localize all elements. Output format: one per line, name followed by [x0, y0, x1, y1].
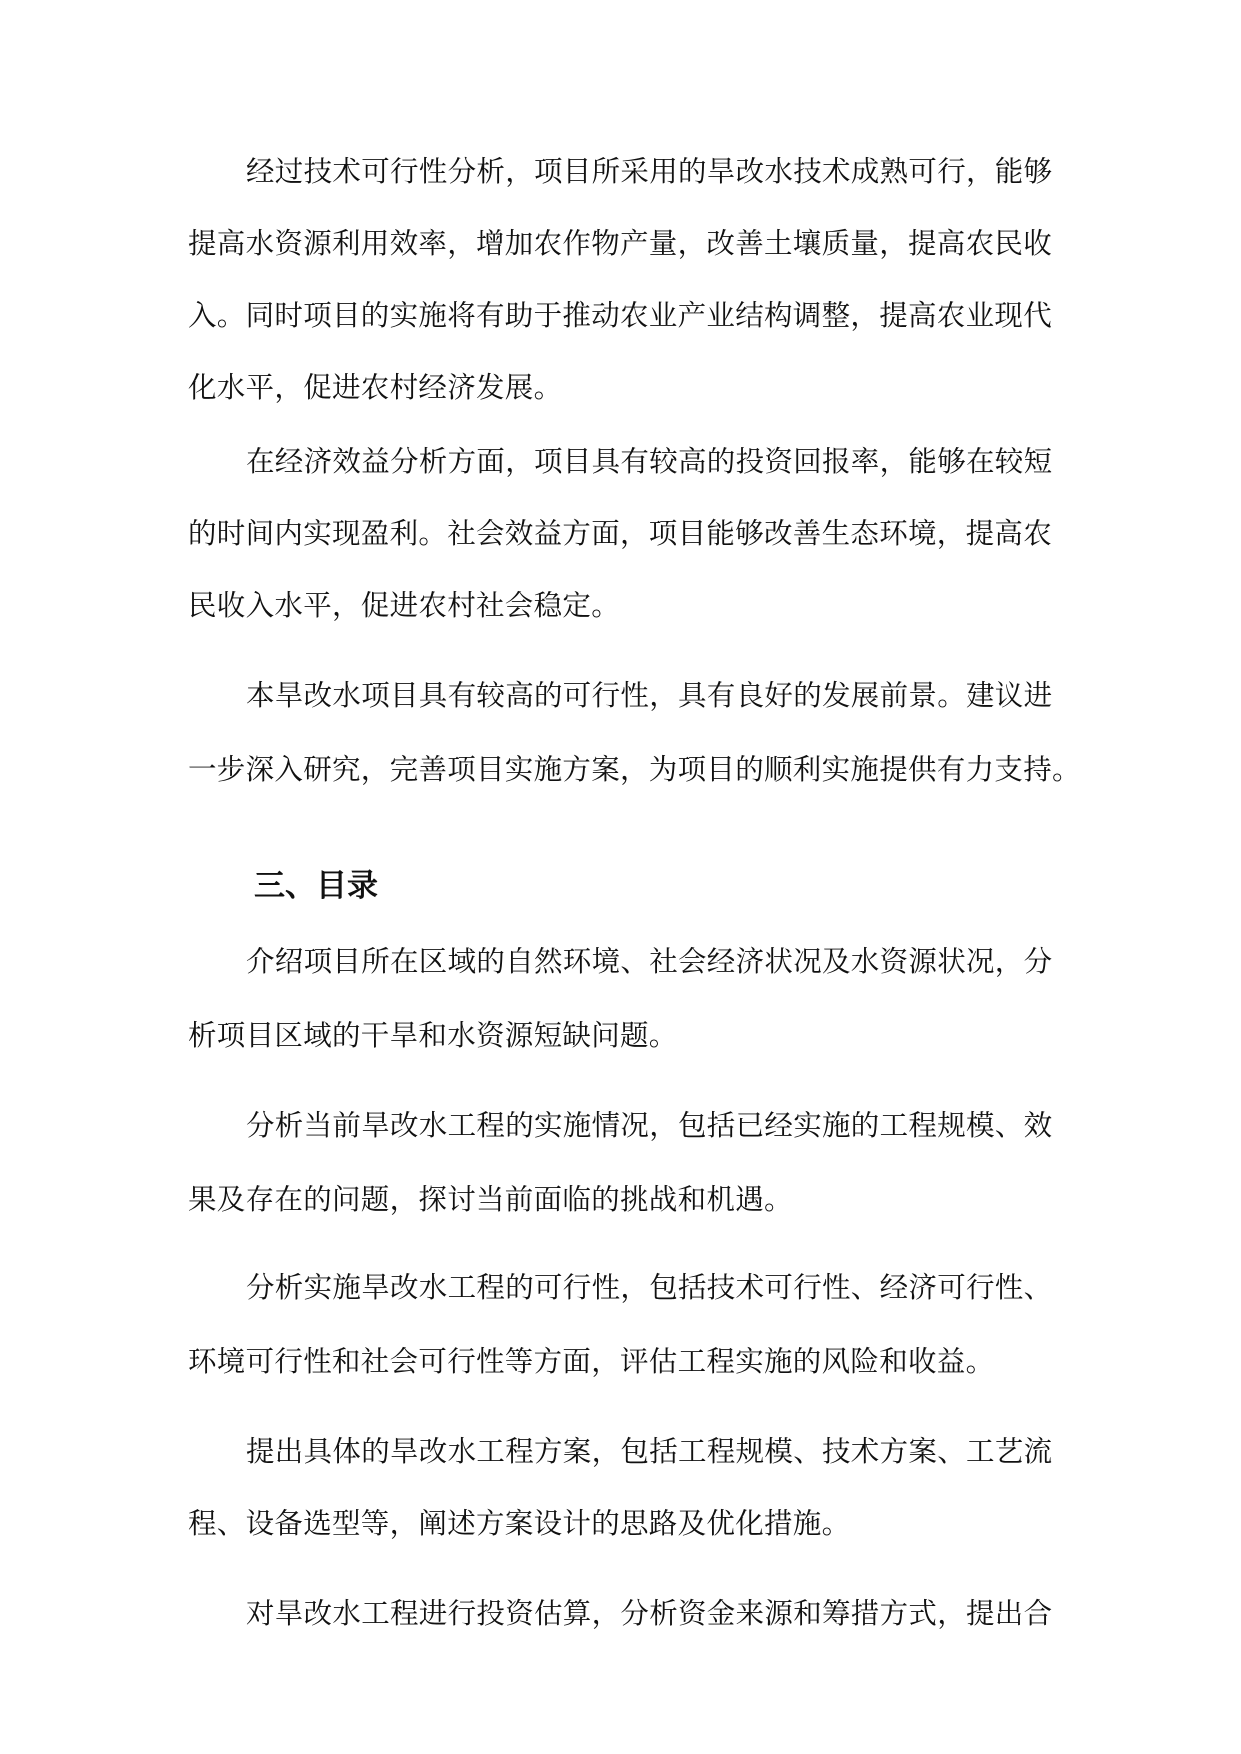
paragraph-4-line-2: 析项目区域的干旱和水资源短缺问题。 — [188, 1019, 678, 1052]
paragraph-4-line-1: 介绍项目所在区域的自然环境、社会经济状况及水资源状况，分 — [246, 945, 1053, 978]
paragraph-5-line-2: 果及存在的问题，探讨当前面临的挑战和机遇。 — [188, 1183, 793, 1216]
paragraph-8-line-1: 对旱改水工程进行投资估算，分析资金来源和筹措方式，提出合 — [246, 1597, 1053, 1630]
paragraph-6-line-1: 分析实施旱改水工程的可行性，包括技术可行性、经济可行性、 — [246, 1271, 1053, 1304]
paragraph-2-line-2: 的时间内实现盈利。社会效益方面，项目能够改善生态环境，提高农 — [188, 517, 1053, 550]
paragraph-5-line-1: 分析当前旱改水工程的实施情况，包括已经实施的工程规模、效 — [246, 1109, 1053, 1142]
paragraph-7-line-1: 提出具体的旱改水工程方案，包括工程规模、技术方案、工艺流 — [246, 1435, 1053, 1468]
paragraph-1-line-1: 经过技术可行性分析，项目所采用的旱改水技术成熟可行，能够 — [246, 155, 1053, 188]
paragraph-3-line-1: 本旱改水项目具有较高的可行性，具有良好的发展前景。建议进 — [246, 679, 1053, 712]
paragraph-1-line-3: 入。同时项目的实施将有助于推动农业产业结构调整，提高农业现代 — [188, 299, 1053, 332]
paragraph-2-line-1: 在经济效益分析方面，项目具有较高的投资回报率，能够在较短 — [246, 445, 1053, 478]
paragraph-7-line-2: 程、设备选型等，阐述方案设计的思路及优化措施。 — [188, 1507, 851, 1540]
paragraph-6-line-2: 环境可行性和社会可行性等方面，评估工程实施的风险和收益。 — [188, 1345, 995, 1378]
section-heading: 三、目录 — [254, 868, 378, 904]
paragraph-2-line-3: 民收入水平，促进农村社会稳定。 — [188, 589, 621, 622]
paragraph-3-line-2: 一步深入研究，完善项目实施方案，为项目的顺利实施提供有力支持。 — [188, 753, 1081, 786]
paragraph-1-line-4: 化水平，促进农村经济发展。 — [188, 371, 563, 404]
paragraph-1-line-2: 提高水资源利用效率，增加农作物产量，改善土壤质量，提高农民收 — [188, 227, 1053, 260]
